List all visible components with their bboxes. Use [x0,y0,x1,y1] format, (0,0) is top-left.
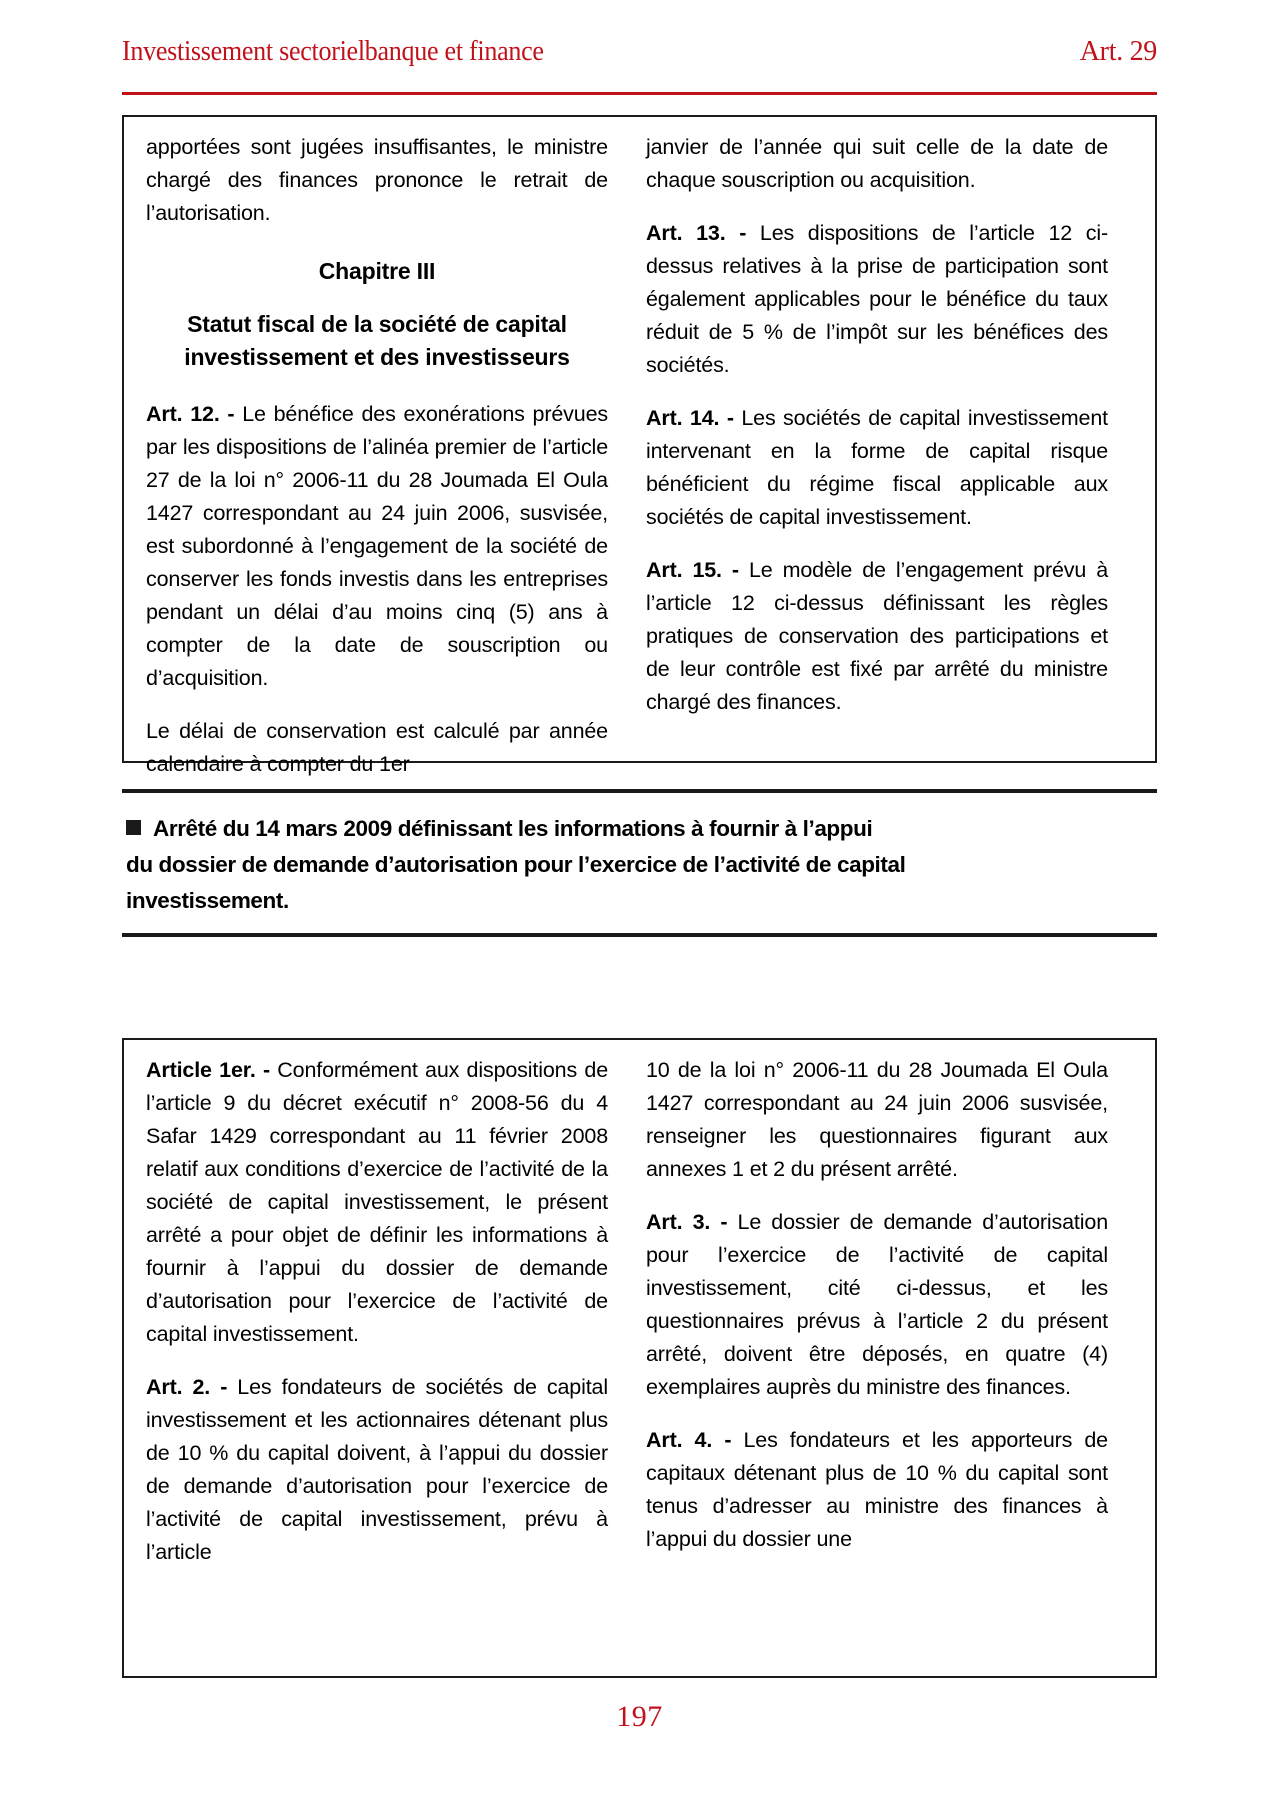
article-2-continued-paragraph: 10 de la loi n° 2006-11 du 28 Joumada El Oula 1427 correspondant au 24 juin 2006 susvisée, renseigner les questionnaires figurant aux annexes 1 et 2 du présent arrêté. [646,1058,1108,1181]
top-left-column [146,131,608,776]
bottom-right-column [646,1054,1108,1666]
paragraph-continued-autorisation: apportées sont jugées insuffisantes, le ministre chargé des finances prononce le retrait de l’autorisation. [146,135,608,225]
article-2-paragraph [146,1371,608,1569]
running-header-title: Investissement sectorielbanque et finance [122,36,544,67]
article-box-top [122,115,1157,776]
article-1er-text: Conformément aux dispositions de l’article 9 du décret exécutif n° 2008-56 du 4 Safar 1429 correspondant au 11 février 2008 relatif aux conditions d’exercice de l’activité de la société de capital investissement, le présent arrêté a pour objet de définir les informations à fournir à l’appui du dossier de demande d’autorisation pour l’exercice de l’activité de capital investissement. [146,1058,609,1346]
article-13-text: Les dispositions de l’article 12 ci-dessus relatives à la prise de participation sont également applicables pour le bénéfice du taux réduit de 5 % de l’impôt sur les bénéfices des sociétés. [646,221,1108,377]
article-12-label: Art. 12. - [146,402,235,426]
arrete-bottom-rule [122,933,1157,937]
article-4-text: Les fondateurs et les apporteurs de capitaux détenant plus de 10 % du capital sont tenus d’adresser au ministre des finances à l’appui du dossier une [646,1428,1108,1551]
article-2-text: Les fondateurs de sociétés de capital investissement et les actionnaires détenant plus de 10 % du capital doivent, à l’appui du dossier de demande d’autorisation pour l’exercice de l’activité de capital investissement, prévu à l’article [146,1375,608,1564]
bottom-left-column [146,1054,608,1666]
arrete-line-2: du dossier de demande d’autorisation pour l’exercice de l’activité de capital [126,852,906,877]
two-column-layout-bottom [124,1040,1155,1676]
article-15-label: Art. 15. - [646,558,739,582]
article-14-paragraph [646,402,1108,534]
two-column-layout-top [124,117,1155,776]
running-header [122,36,1157,82]
square-bullet-icon [126,820,141,835]
article-14-label: Art. 14. - [646,406,734,430]
article-3-text: Le dossier de demande d’autorisation pour l’exercice de l’activité de capital investissement, cité ci-dessus, et les questionnaires prévus à l’article 2 du présent arrêté, doivent être déposés, en quatre (4) exemplaires auprès du ministre des finances. [646,1210,1108,1399]
article-3-label: Art. 3. - [646,1210,728,1234]
article-12-paragraph [146,398,608,695]
article-15-text: Le modèle de l’engagement prévu à l’article 12 ci-dessus définissant les règles pratiques de conservation des participations et de leur contrôle est fixé par arrêté du ministre chargé des finances. [646,558,1109,714]
arrete-line-1 [126,811,1153,847]
arrete-line-3: investissement. [126,888,289,913]
arrete-announcement-text [122,793,1157,933]
article-4-paragraph [646,1424,1108,1556]
article-15-paragraph [646,554,1108,719]
article-1er-paragraph [146,1054,608,1351]
article-2-label: Art. 2. - [146,1375,228,1399]
article-box-bottom [122,1038,1157,1678]
delai-conservation-paragraph: Le délai de conservation est calculé par année calendaire à compter du 1er [146,719,608,776]
article-1er-label: Article 1er. - [146,1058,270,1082]
article-14-text: Les sociétés de capital investissement intervenant en la forme de capital risque bénéficient du régime fiscal applicable aux sociétés de capital investissement. [646,406,1108,529]
page-number: 197 [616,1700,663,1733]
article-13-paragraph [646,217,1108,382]
chapter-subtitle: Statut fiscal de la société de capital investissement et des investisseurs [184,311,570,370]
chapter-heading: Chapitre III [318,258,436,284]
arrete-announcement-block [122,789,1157,937]
article-3-paragraph [646,1206,1108,1404]
article-13-label: Art. 13. - [646,221,747,245]
article-4-label: Art. 4. - [646,1428,732,1452]
header-divider-rule [122,92,1157,95]
article-12-text: Le bénéfice des exonérations prévues par les dispositions de l’alinéa premier de l’article 27 de la loi n° 2006-11 du 28 Joumada El Oula 1427 correspondant au 24 juin 2006, susvisée, est subordonné à l’engagement de la société de conserver les fonds investis dans les entreprises pendant un délai d’au moins cinq (5) ans à compter de la date de souscription ou d’acquisition. [146,402,608,690]
running-header-article-ref: Art. 29 [1079,36,1157,67]
paragraph-continued-janvier: janvier de l’année qui suit celle de la date de chaque souscription ou acquisition. [646,135,1108,192]
arrete-line-1-text: Arrêté du 14 mars 2009 définissant les informations à fournir à l’appui [153,816,873,841]
top-right-column [646,131,1108,751]
